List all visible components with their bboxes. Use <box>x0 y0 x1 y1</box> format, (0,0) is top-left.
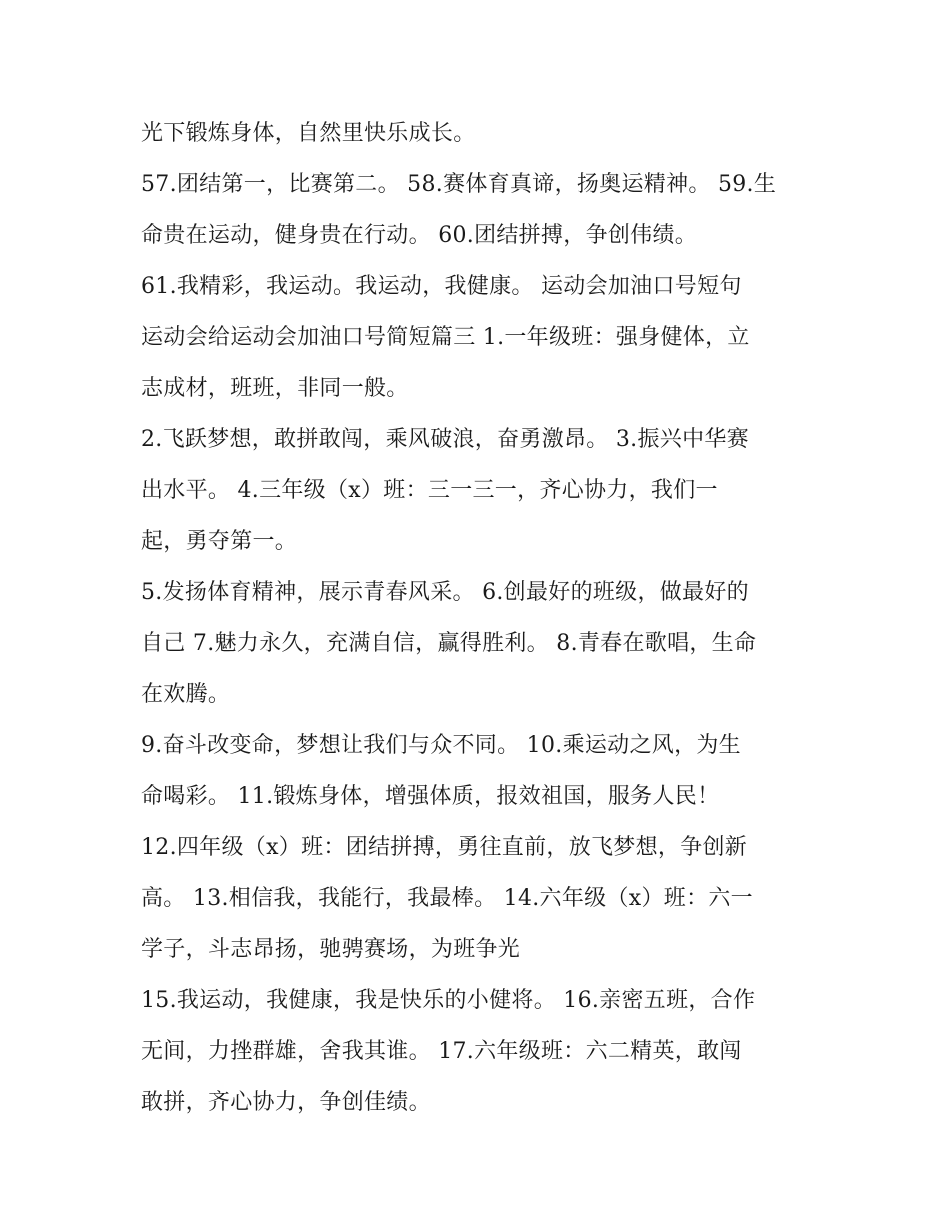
text-line: 命喝彩。 11.锻炼身体，增强体质，报效祖国，服务人民！ <box>141 784 720 809</box>
text-line: 2.飞跃梦想，敢拼敢闯，乘风破浪，奋勇激昂。 3.振兴中华赛 <box>141 427 749 452</box>
text-line: 志成材，班班，非同一般。 <box>141 376 409 401</box>
text-line: 5.发扬体育精神，展示青春风采。 6.创最好的班级，做最好的 <box>141 580 749 605</box>
text-line: 学子，斗志昂扬，驰骋赛场，为班争光 <box>141 937 521 962</box>
text-line: 15.我运动，我健康，我是快乐的小健将。 16.亲密五班，合作 <box>141 988 756 1013</box>
text-line: 9.奋斗改变命，梦想让我们与众不同。 10.乘运动之风，为生 <box>141 733 741 758</box>
text-line: 高。 13.相信我，我能行，我最棒。 14.六年级（x）班：六一 <box>141 886 753 911</box>
text-line: 12.四年级（x）班：团结拼搏，勇往直前，放飞梦想，争创新 <box>141 835 748 860</box>
text-line: 无间，力挫群雄，舍我其谁。 17.六年级班：六二精英，敢闯 <box>141 1039 742 1064</box>
text-line: 在欢腾。 <box>141 682 231 707</box>
text-line: 57.团结第一，比赛第二。 58.赛体育真谛，扬奥运精神。 59.生 <box>141 172 777 197</box>
text-line: 自己 7.魅力永久，充满自信，赢得胜利。 8.青春在歌唱，生命 <box>141 631 757 656</box>
text-line: 运动会给运动会加油口号简短篇三 1.一年级班：强身健体，立 <box>141 325 750 350</box>
text-line: 命贵在运动，健身贵在行动。 60.团结拼搏，争创伟绩。 <box>141 223 698 248</box>
text-line: 敢拼，齐心协力，争创佳绩。 <box>141 1090 431 1115</box>
text-line: 起，勇夺第一。 <box>141 529 298 554</box>
text-line: 光下锻炼身体，自然里快乐成长。 <box>141 121 476 146</box>
text-line: 61.我精彩，我运动。我运动，我健康。 运动会加油口号短句 <box>141 274 742 299</box>
body-text <box>141 108 821 1128</box>
text-line: 出水平。 4.三年级（x）班：三一三一，齐心协力，我们一 <box>141 478 718 503</box>
